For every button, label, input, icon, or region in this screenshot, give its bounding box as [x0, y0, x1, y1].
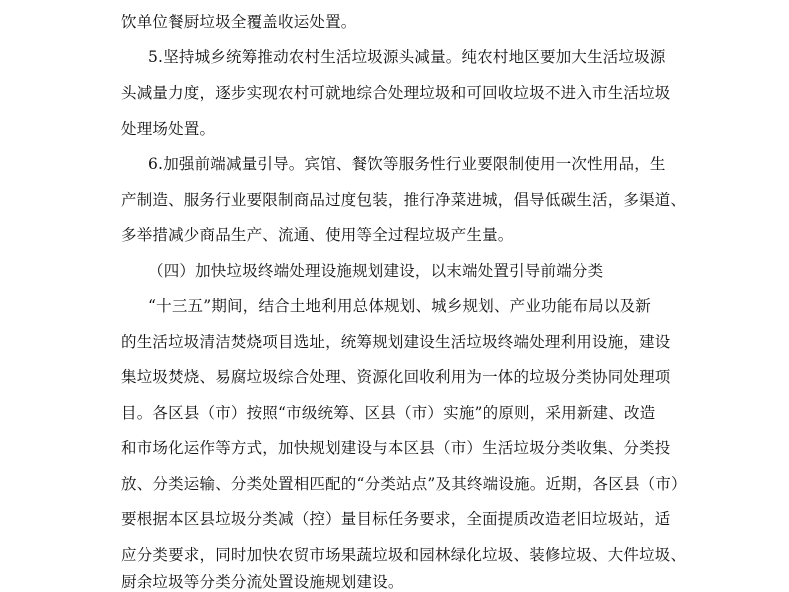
- text-line-14: 放、分类运输、分类处置相匹配的“分类站点”及其终端设施。近期，各区县（市）: [121, 475, 687, 493]
- text-line-5: 6.加强前端减量引导。宾馆、餐饮等服务性行业要限制使用一次性用品，生: [148, 155, 666, 173]
- text-line-10: 的生活垃圾清洁焚烧项目选址，统筹规划建设生活垃圾终端处理利用设施，建设: [121, 333, 671, 351]
- text-line-2: 5.坚持城乡统筹推动农村生活垃圾源头减量。纯农村地区要加大生活垃圾源: [148, 48, 666, 66]
- text-line-9: “十三五”期间，结合土地利用总体规划、城乡规划、产业功能布局以及新: [148, 297, 651, 315]
- text-line-11: 集垃圾焚烧、易腐垃圾综合处理、资源化回收利用为一体的垃圾分类协同处理项: [121, 368, 671, 386]
- text-line-4: 处理场处置。: [121, 120, 216, 138]
- text-line-16: 应分类要求，同时加快农贸市场果蔬垃圾和园林绿化垃圾、装修垃圾、大件垃圾、: [121, 546, 687, 564]
- text-line-13: 和市场化运作等方式，加快规划建设与本区县（市）生活垃圾分类收集、分类投: [121, 439, 671, 457]
- text-line-15: 要根据本区县垃圾分类减（控）量目标任务要求，全面提质改造老旧垃圾站，适: [121, 510, 671, 528]
- text-line-1: 饮单位餐厨垃圾全覆盖收运处置。: [121, 13, 357, 31]
- text-line-7: 多举措减少商品生产、流通、使用等全过程垃圾产生量。: [121, 226, 514, 244]
- text-line-3: 头减量力度，逐步实现农村可就地综合处理垃圾和可回收垃圾不进入市生活垃圾: [121, 84, 671, 102]
- text-line-6: 产制造、服务行业要限制商品过度包装，推行净菜进城，倡导低碳生活，多渠道、: [121, 191, 687, 209]
- text-line-12: 目。各区县（市）按照“市级统筹、区县（市）实施”的原则，采用新建、改造: [121, 404, 656, 422]
- section-heading: （四）加快垃圾终端处理设施规划建设，以末端处置引导前端分类: [148, 262, 604, 280]
- text-line-17: 厨余垃圾等分类分流处置设施规划建设。: [121, 573, 404, 591]
